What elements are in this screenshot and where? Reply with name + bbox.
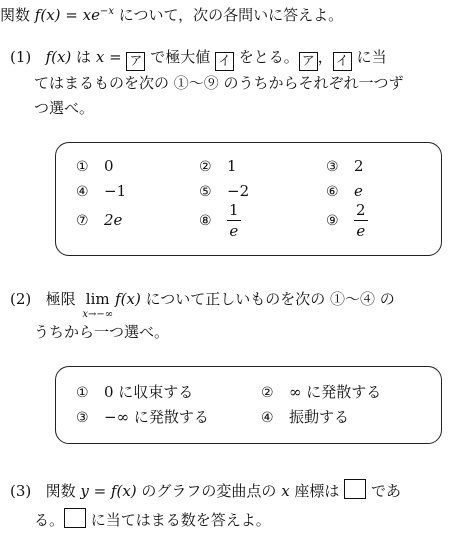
q2-pre: 極限 <box>45 290 81 308</box>
choice-number: ① <box>76 385 89 401</box>
q3-line1 <box>10 479 401 502</box>
intro-e: e <box>91 6 100 24</box>
q1-eq: = <box>104 48 127 66</box>
answer-box-blank-ref <box>64 508 86 528</box>
q1-label: (1) <box>10 48 32 66</box>
limit-choice-3 <box>76 406 209 427</box>
choice-5 <box>199 182 249 200</box>
choice-value: −∞ に発散する <box>104 408 209 426</box>
q1-line3: つ選べ。 <box>34 99 95 117</box>
choice-9 <box>326 201 368 240</box>
q3-x: x <box>281 482 290 500</box>
choice-8 <box>199 201 241 240</box>
fraction-numerator: 1 <box>229 201 239 219</box>
q1-sep: ， <box>317 48 333 66</box>
fraction-numerator: 2 <box>356 201 366 219</box>
q1-choices-panel <box>55 142 442 256</box>
q3-pre: 関数 <box>45 482 81 500</box>
choice-value: 振動する <box>289 408 350 426</box>
q1-text-toru: をとる。 <box>233 48 299 66</box>
limit-choice-2 <box>261 381 381 402</box>
choice-number: ⑨ <box>326 212 339 229</box>
choice-value: ∞ に発散する <box>289 383 382 401</box>
fraction-denominator: e <box>356 222 366 240</box>
choice-number: ④ <box>261 410 274 426</box>
q1-text-ha: は <box>71 48 96 66</box>
answer-box-i-ref: イ <box>333 52 352 71</box>
q1-line1 <box>10 46 387 71</box>
limit-choice-4 <box>261 406 349 427</box>
q2-line2: うちから一つ選べ。 <box>34 323 170 341</box>
intro-f: f <box>34 6 41 24</box>
q1-fx: f(x) <box>45 48 72 66</box>
choice-value: 1 <box>227 157 237 175</box>
choice-number: ③ <box>326 159 339 175</box>
q1-text-ni: に当 <box>351 48 387 66</box>
lim-subscript: x→−∞ <box>82 309 114 320</box>
choice-1 <box>76 157 114 175</box>
q3-mid2: 座標は <box>289 482 345 500</box>
choice-value: 0 <box>104 157 114 175</box>
q1-line2: てはまるものを次の ①〜⑨ のうちからそれぞれ一つず <box>34 74 404 92</box>
choice-number: ⑦ <box>76 213 89 229</box>
choice-3 <box>326 157 364 175</box>
choice-value: 2 <box>354 157 364 175</box>
q1-x: x <box>95 48 105 66</box>
choice-number: ② <box>261 385 274 401</box>
q3-mid: のグラフの変曲点の <box>136 482 282 500</box>
choice-number: ⑥ <box>326 184 339 200</box>
intro-line <box>0 4 343 26</box>
intro-def: (x) = x <box>40 6 92 24</box>
answer-box-i[interactable]: イ <box>215 52 234 71</box>
q2-line1 <box>10 288 395 320</box>
fraction-1-over-e <box>227 201 241 240</box>
limit-expression <box>82 288 113 320</box>
choice-number: ④ <box>76 184 89 200</box>
q2-post: について正しいものを次の ①〜④ の <box>140 290 395 308</box>
choice-number: ③ <box>76 410 89 426</box>
choice-6 <box>326 182 363 200</box>
q3-end1: であ <box>366 482 401 500</box>
fraction-bar <box>354 220 368 221</box>
answer-box-a[interactable]: ア <box>126 52 145 71</box>
intro-post: について，次の各問いに答えよ。 <box>114 6 344 24</box>
answer-box-a-ref: ア <box>299 52 318 71</box>
q1-text-max: で極大値 <box>145 48 215 66</box>
intro-pre: 関数 <box>0 6 35 24</box>
choice-number: ⑤ <box>199 184 212 200</box>
choice-2 <box>199 157 237 175</box>
q2-fx: f(x) <box>115 290 141 308</box>
choice-value: e <box>354 182 363 200</box>
q3-equation: y = f(x) <box>80 482 137 500</box>
choice-value: 2e <box>104 211 123 229</box>
choice-number: ⑧ <box>199 212 212 229</box>
fraction-2-over-e <box>354 201 368 240</box>
choice-number: ② <box>199 159 212 175</box>
q3-label: (3) <box>10 482 32 500</box>
limit-choice-1 <box>76 381 193 402</box>
fraction-denominator: e <box>229 222 239 240</box>
choice-4 <box>76 182 126 200</box>
answer-box-blank[interactable] <box>344 479 366 499</box>
choice-7 <box>76 211 122 229</box>
choice-value: 0 に収束する <box>104 383 194 401</box>
q3-line2-b: に当てはまる数を答えよ。 <box>86 511 271 529</box>
q3-line2 <box>34 508 271 531</box>
fraction-bar <box>227 220 241 221</box>
choice-value: −1 <box>104 182 127 200</box>
intro-exponent: −x <box>99 6 114 17</box>
choice-number: ① <box>76 159 89 175</box>
q2-choices-panel <box>55 366 442 444</box>
choice-value: −2 <box>227 182 250 200</box>
lim-word: lim <box>85 290 110 308</box>
q3-line2-a: る。 <box>34 511 65 529</box>
q2-label: (2) <box>10 290 32 308</box>
